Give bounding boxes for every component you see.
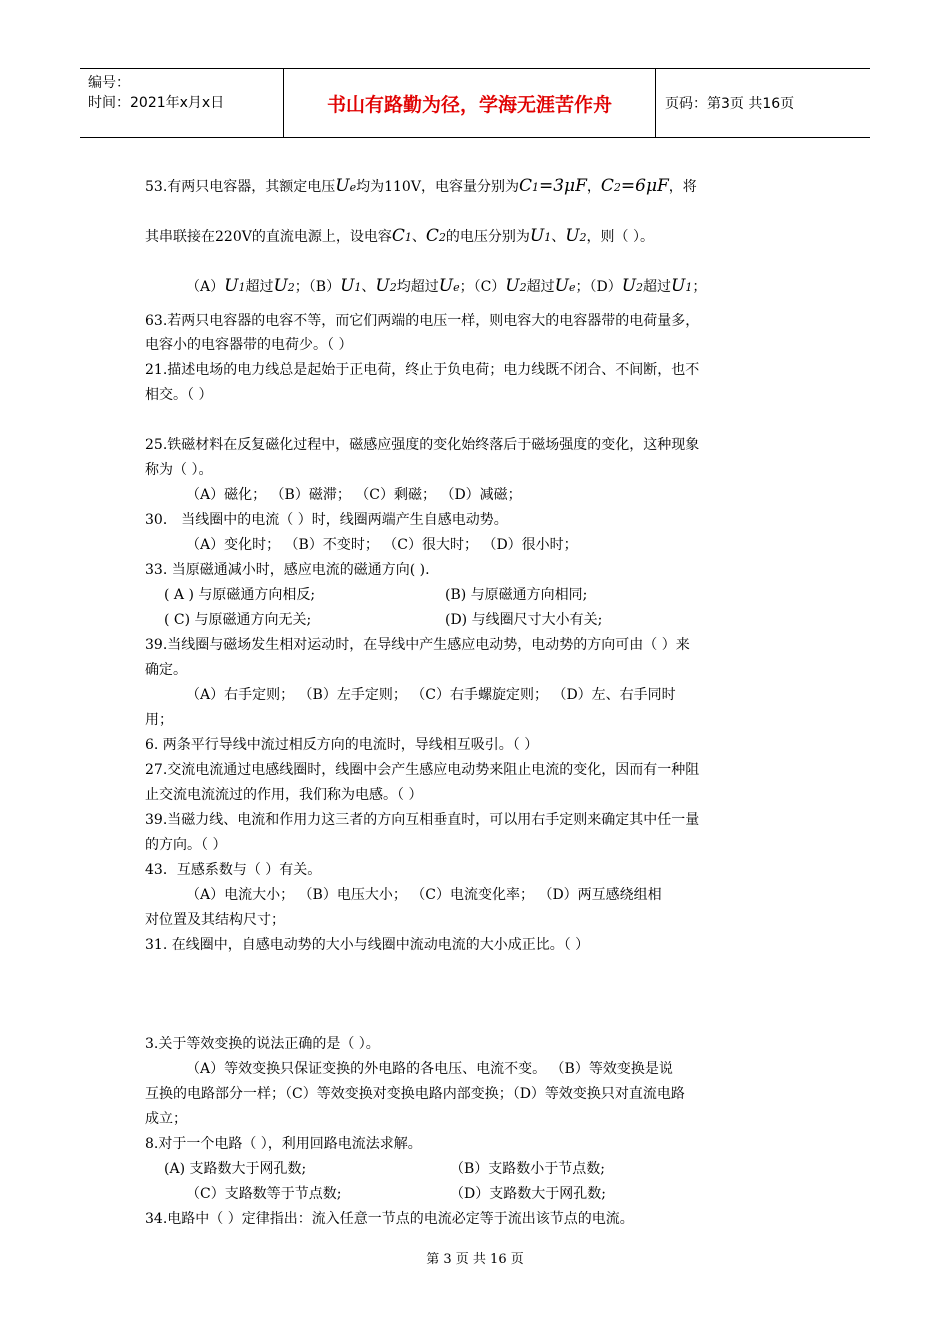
header-divider <box>655 69 656 137</box>
text-line: 的方向。（ ） <box>145 837 227 853</box>
text-line: 43．互感系数与（ ）有关。 <box>145 862 322 878</box>
text-line: 31. 在线圈中，自感电动势的大小与线圈中流动电流的大小成正比。（ ） <box>145 937 590 953</box>
text-line: 6. 两条平行导线中流过相反方向的电流时，导线相互吸引。（ ） <box>145 737 539 753</box>
option-item: (A) 支路数大于网孔数; <box>164 1161 307 1177</box>
text-line: 用； <box>145 712 173 728</box>
text-line: 对位置及其结构尺寸； <box>145 912 285 928</box>
text-line: 33. 当原磁通减小时，感应电流的磁通方向( ). <box>145 562 430 578</box>
option-line: （A）右手定则； （B）左手定则； （C）右手螺旋定则； （D）左、右手同时 <box>186 687 676 703</box>
text-line: 相交。（ ） <box>145 387 213 403</box>
text-line: 称为（ ）。 <box>145 462 213 478</box>
question-53-options: （A）U1超过U2；（B）U1、U2均超过Ue；（C）U2超过Ue；（D）U2超过U1； <box>186 276 707 296</box>
text-line: 成立； <box>145 1111 187 1127</box>
text-line: 27.交流电流通过电感线圈时，线圈中会产生感应电动势来阻止电流的变化，因而有一种阻 <box>145 762 700 778</box>
text-line: 39.当线圈与磁场发生相对运动时，在导线中产生感应电动势，电动势的方向可由（ ）来 <box>145 637 690 653</box>
text-line: 39.当磁力线、电流和作用力这三者的方向互相垂直时，可以用右手定则来确定其中任一量 <box>145 812 700 828</box>
option-line: （A）等效变换只保证变换的外电路的各电压、电流不变。 （B）等效变换是说 <box>186 1061 673 1077</box>
question-53-line-1: 53.有两只电容器，其额定电压Ue均为110V，电容量分别为C1=3μF，C2=6μF，将 <box>145 176 697 196</box>
text-line: 25.铁磁材料在反复磁化过程中，磁感应强度的变化始终落后于磁场强度的变化，这种现象 <box>145 437 700 453</box>
text-line: 30． 当线圈中的电流（ ）时，线圈两端产生自感电动势。 <box>145 512 508 528</box>
option-item: （C）支路数等于节点数; <box>186 1186 342 1202</box>
option-line: （A）变化时； （B）不变时； （C）很大时； （D）很小时； <box>186 537 578 553</box>
option-item: (D) 与线圈尺寸大小有关; <box>445 612 603 628</box>
text-line: 止交流电流流过的作用，我们称为电感。（ ） <box>145 787 423 803</box>
text-line: 互换的电路部分一样；（C）等效变换对变换电路内部变换；（D）等效变换只对直流电路 <box>145 1086 685 1102</box>
text-line: 63.若两只电容器的电容不等，而它们两端的电压一样，则电容大的电容器带的电荷量多， <box>145 313 700 329</box>
option-line: （A）磁化； （B）磁滞； （C）剩磁； （D）减磁； <box>186 487 522 503</box>
header-motto: 书山有路勤为径，学海无涯苦作舟 <box>326 93 612 116</box>
option-item: (B) 与原磁通方向相同; <box>445 587 588 603</box>
option-item: （B）支路数小于节点数; <box>450 1161 606 1177</box>
text-line: 34.电路中（ ）定律指出：流入任意一节点的电流必定等于流出该节点的电流。 <box>145 1211 634 1227</box>
question-53-line-2: 其串联接在220V的直流电源上，设电容C1、C2的电压分别为U1、U2，则（ ）。 <box>145 226 654 246</box>
option-line: （A）电流大小； （B）电压大小； （C）电流变化率； （D）两互感绕组相 <box>186 887 662 903</box>
text-line: 8.对于一个电路（ ），利用回路电流法求解。 <box>145 1136 422 1152</box>
header-page-info: 页码：第3页 共16页 <box>665 96 795 112</box>
serial-label: 编号： <box>88 75 130 91</box>
document-header <box>80 68 870 138</box>
text-line: 确定。 <box>145 662 187 678</box>
option-item: ( C) 与原磁通方向无关; <box>164 612 312 628</box>
time-label: 时间：2021年x月x日 <box>88 95 225 111</box>
header-meta <box>88 73 224 113</box>
page-footer: 第 3 页 共 16 页 <box>426 1252 524 1267</box>
text-line: 电容小的电容器带的电荷少。（ ） <box>145 337 353 353</box>
text-line: 3.关于等效变换的说法正确的是（ ）。 <box>145 1036 380 1052</box>
option-item: ( A ) 与原磁通方向相反; <box>164 587 316 603</box>
text-line: 21.描述电场的电力线总是起始于正电荷，终止于负电荷；电力线既不闭合、不间断，也不 <box>145 362 700 378</box>
option-item: （D）支路数大于网孔数; <box>450 1186 606 1202</box>
